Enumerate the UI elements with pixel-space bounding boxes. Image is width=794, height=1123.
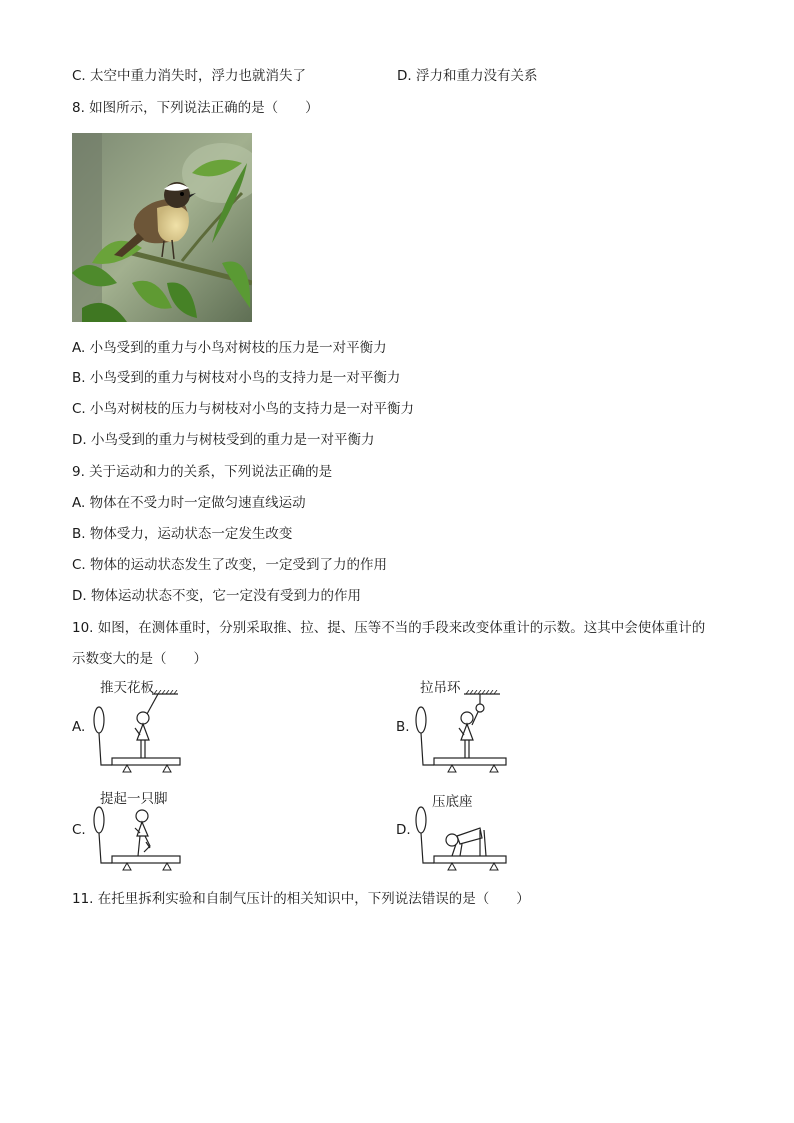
q10-stem-line1: 10. 如图，在测体重时，分别采取推、拉、提、压等不当的手段来改变体重计的示数。这其中会使体重计的 (72, 620, 706, 636)
q8-stem: 8. 如图所示，下列说法正确的是（ ） (72, 100, 319, 116)
figure-c-letter: C. (72, 822, 86, 838)
q7-option-c: C. 太空中重力消失时，浮力也就消失了 (72, 68, 307, 84)
q8-option-a: A. 小鸟受到的重力与小鸟对树枝的压力是一对平衡力 (72, 340, 387, 356)
q8-option-b: B. 小鸟受到的重力与树枝对小鸟的支持力是一对平衡力 (72, 370, 401, 386)
figure-c-lift-one-foot (90, 800, 190, 876)
q11-stem: 11. 在托里拆利实验和自制气压计的相关知识中，下列说法错误的是（ ） (72, 891, 530, 907)
q9-option-d: D. 物体运动状态不变，它一定没有受到力的作用 (72, 588, 361, 604)
figure-d-press-base (412, 800, 512, 876)
q10-stem-line2: 示数变大的是（ ） (72, 651, 207, 667)
q9-option-a: A. 物体在不受力时一定做匀速直线运动 (72, 495, 306, 511)
figure-a-push-ceiling (90, 690, 190, 776)
figure-d-caption: 压底座 (432, 794, 473, 810)
figure-a-letter: A. (72, 719, 86, 735)
figure-b-caption: 拉吊环 (420, 680, 461, 696)
figure-c-caption: 提起一只脚 (100, 791, 168, 807)
bird-on-branch-photo (72, 133, 252, 322)
q9-option-b: B. 物体受力，运动状态一定发生改变 (72, 526, 293, 542)
q7-option-d: D. 浮力和重力没有关系 (397, 68, 538, 84)
figure-d-letter: D. (396, 822, 411, 838)
figure-b-pull-ring (412, 690, 512, 776)
figure-b-letter: B. (396, 719, 410, 735)
figure-a-caption: 推天花板 (100, 680, 154, 696)
q8-option-c: C. 小鸟对树枝的压力与树枝对小鸟的支持力是一对平衡力 (72, 401, 415, 417)
q9-option-c: C. 物体的运动状态发生了改变，一定受到了力的作用 (72, 557, 388, 573)
q9-stem: 9. 关于运动和力的关系，下列说法正确的是 (72, 464, 333, 480)
q8-option-d: D. 小鸟受到的重力与树枝受到的重力是一对平衡力 (72, 432, 375, 448)
